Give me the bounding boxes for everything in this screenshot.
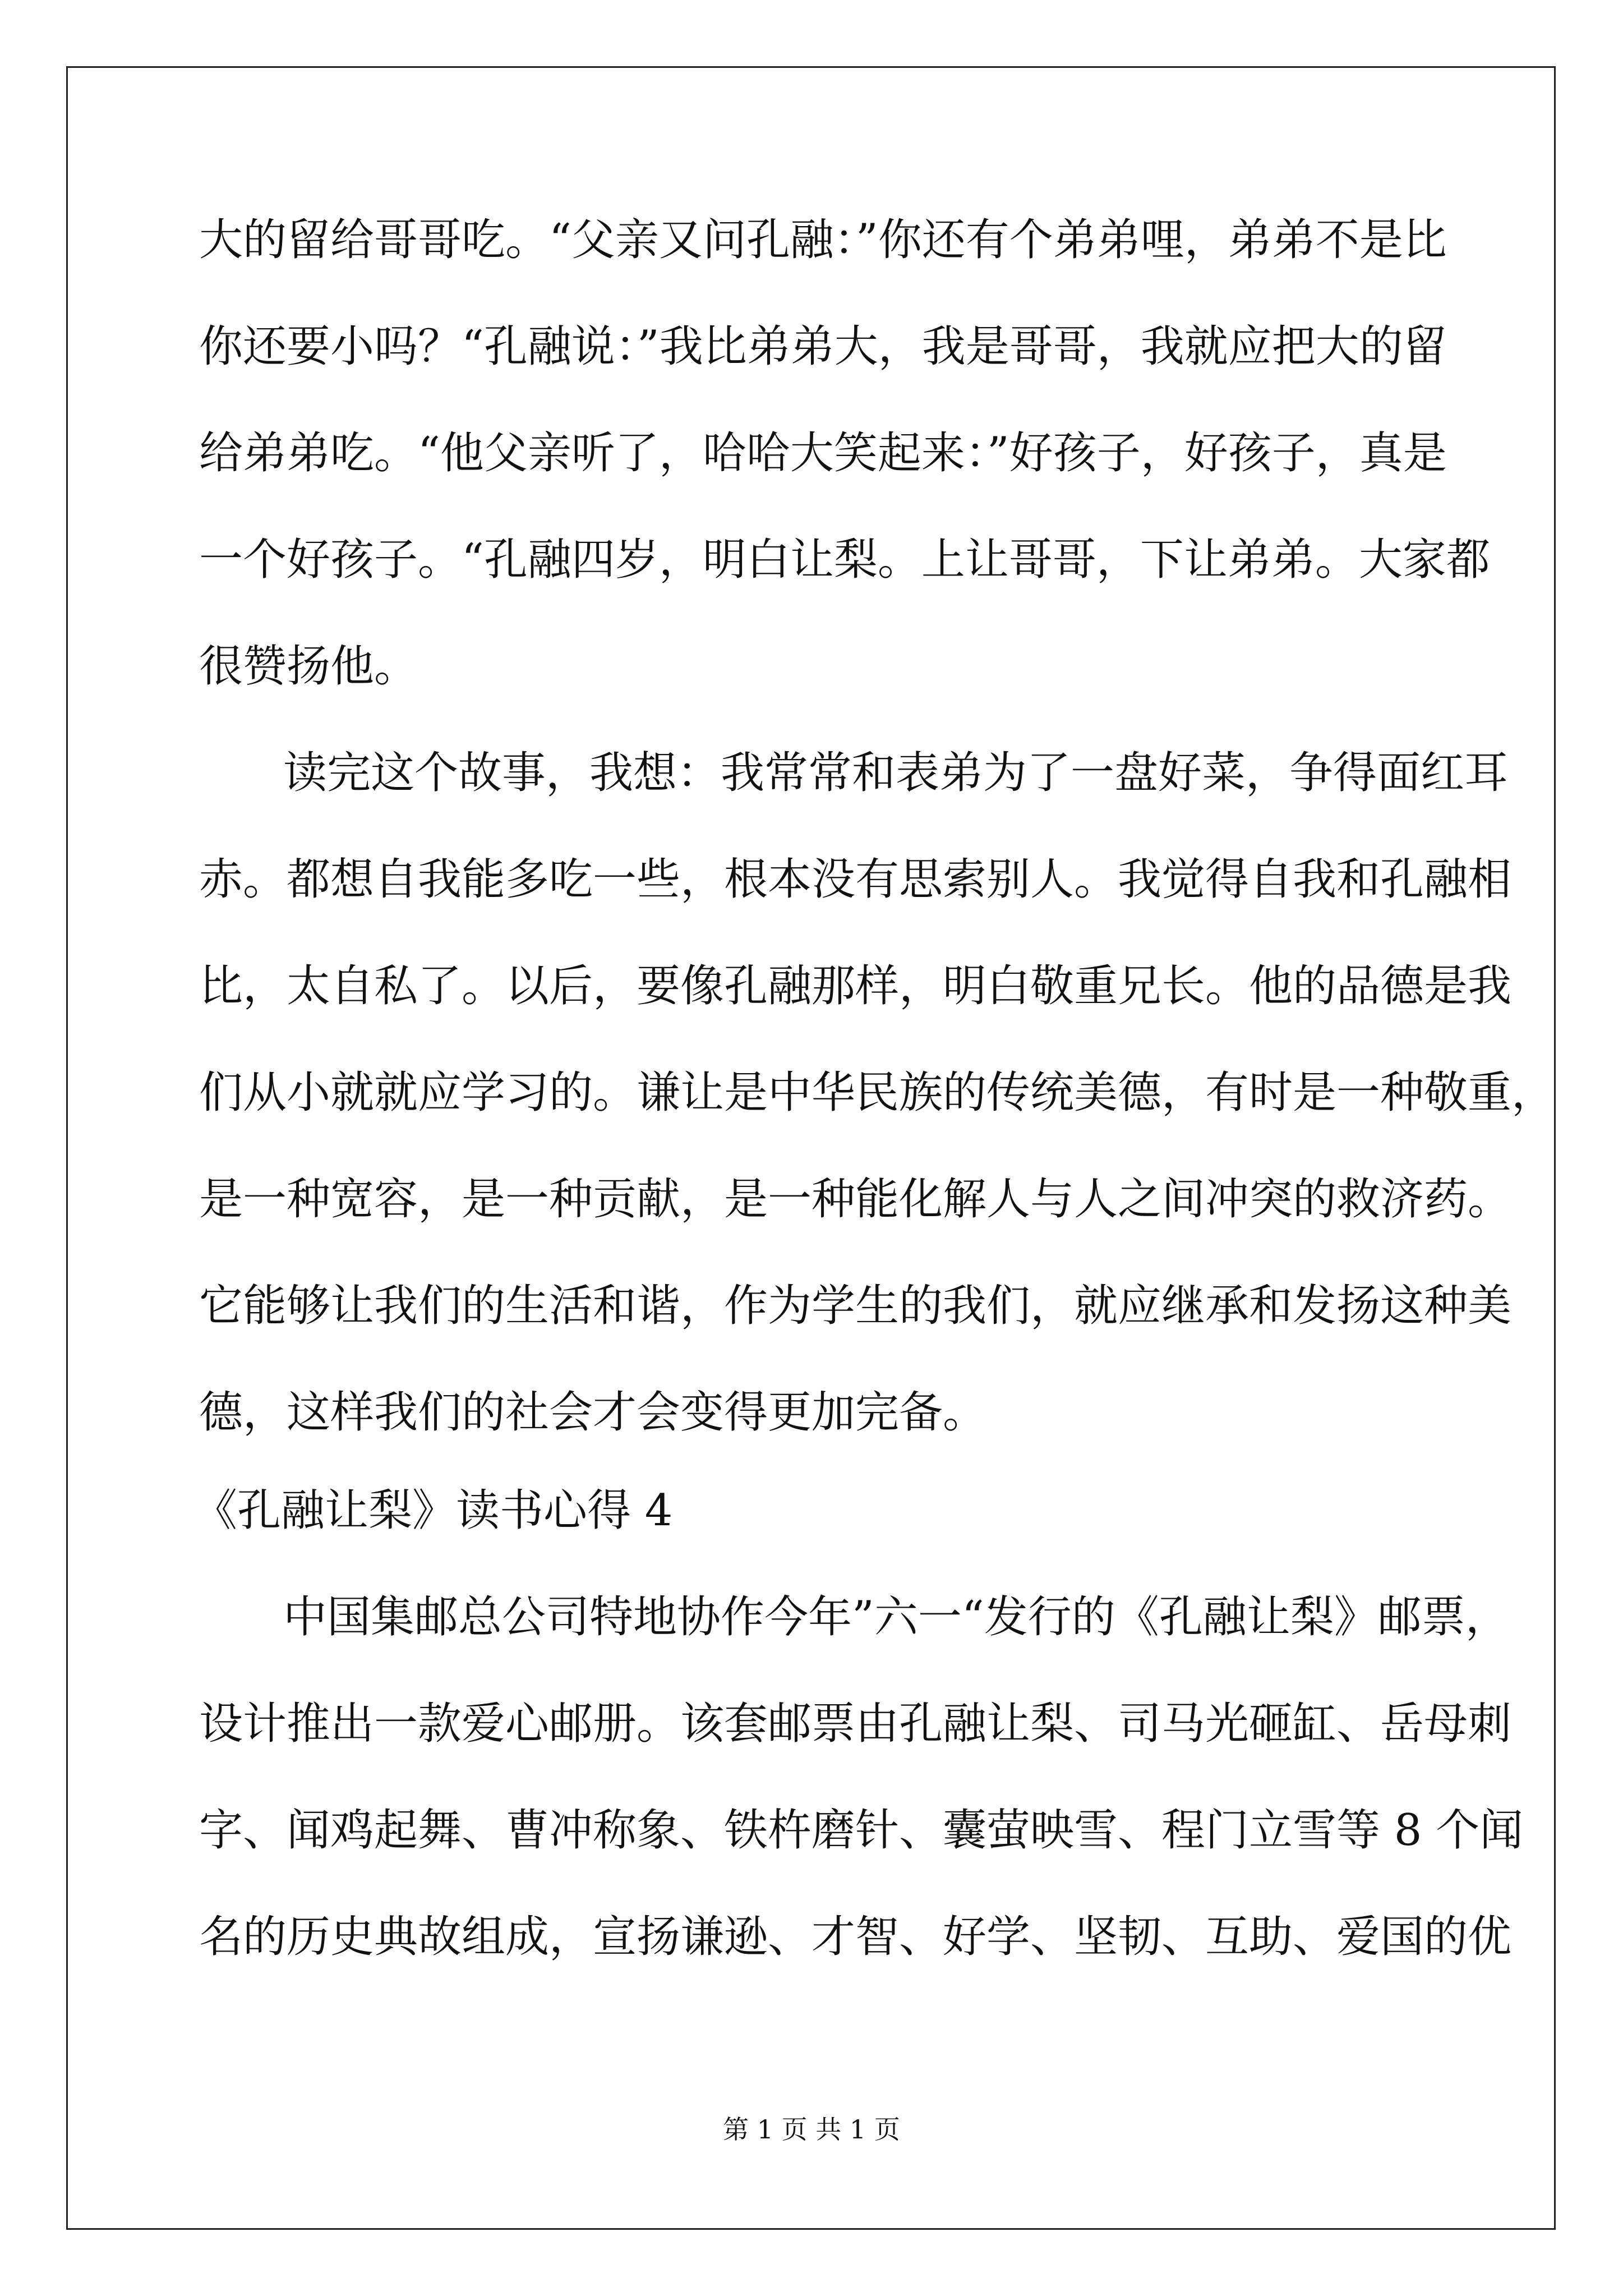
- paragraph-line: 比，太自私了。以后，要像孔融那样，明白敬重兄长。他的品德是我: [199, 961, 1512, 1011]
- paragraph-line: 它能够让我们的生活和谐，作为学生的我们，就应继承和发扬这种美: [199, 1281, 1512, 1331]
- paragraph-line: 读完这个故事，我想：我常常和表弟为了一盘好菜，争得面红耳: [283, 748, 1509, 798]
- paragraph-line: 设计推出一款爱心邮册。该套邮票由孔融让梨、司马光砸缸、岳母刺: [199, 1699, 1512, 1749]
- section-heading: 《孔融让梨》读书心得 4: [193, 1485, 673, 1536]
- paragraph-line: 中国集邮总公司特地协作今年”六一“发行的《孔融让梨》邮票，: [283, 1592, 1509, 1642]
- paragraph-line: 给弟弟吃。“他父亲听了，哈哈大笑起来：”好孩子，好孩子，真是: [199, 428, 1447, 478]
- paragraph-line: 大的留给哥哥吃。“父亲又问孔融：”你还有个弟弟哩，弟弟不是比: [199, 215, 1447, 265]
- paragraph-line: 很赞扬他。: [199, 641, 418, 692]
- paragraph-line: 赤。都想自我能多吃一些，根本没有思索别人。我觉得自我和孔融相: [199, 854, 1512, 905]
- paragraph-line: 们从小就就应学习的。谦让是中华民族的传统美德，有时是一种敬重，: [199, 1068, 1556, 1118]
- paragraph-line: 德，这样我们的社会才会变得更加完备。: [199, 1387, 987, 1438]
- paragraph-line: 名的历史典故组成，宣扬谦逊、才智、好学、坚韧、互助、爱国的优: [199, 1912, 1512, 1962]
- paragraph-line: 一个好孩子。“孔融四岁，明白让梨。上让哥哥，下让弟弟。大家都: [199, 535, 1490, 585]
- paragraph-line: 字、闻鸡起舞、曹冲称象、铁杵磨针、囊萤映雪、程门立雪等 8 个闻: [199, 1805, 1524, 1856]
- paragraph-line: 是一种宽容，是一种贡献，是一种能化解人与人之间冲突的救济药。: [199, 1174, 1512, 1225]
- page-border: [66, 66, 1556, 2230]
- paragraph-line: 你还要小吗？“孔融说：”我比弟弟大，我是哥哥，我就应把大的留: [199, 321, 1447, 372]
- page-footer: 第 1 页 共 1 页: [723, 2114, 900, 2145]
